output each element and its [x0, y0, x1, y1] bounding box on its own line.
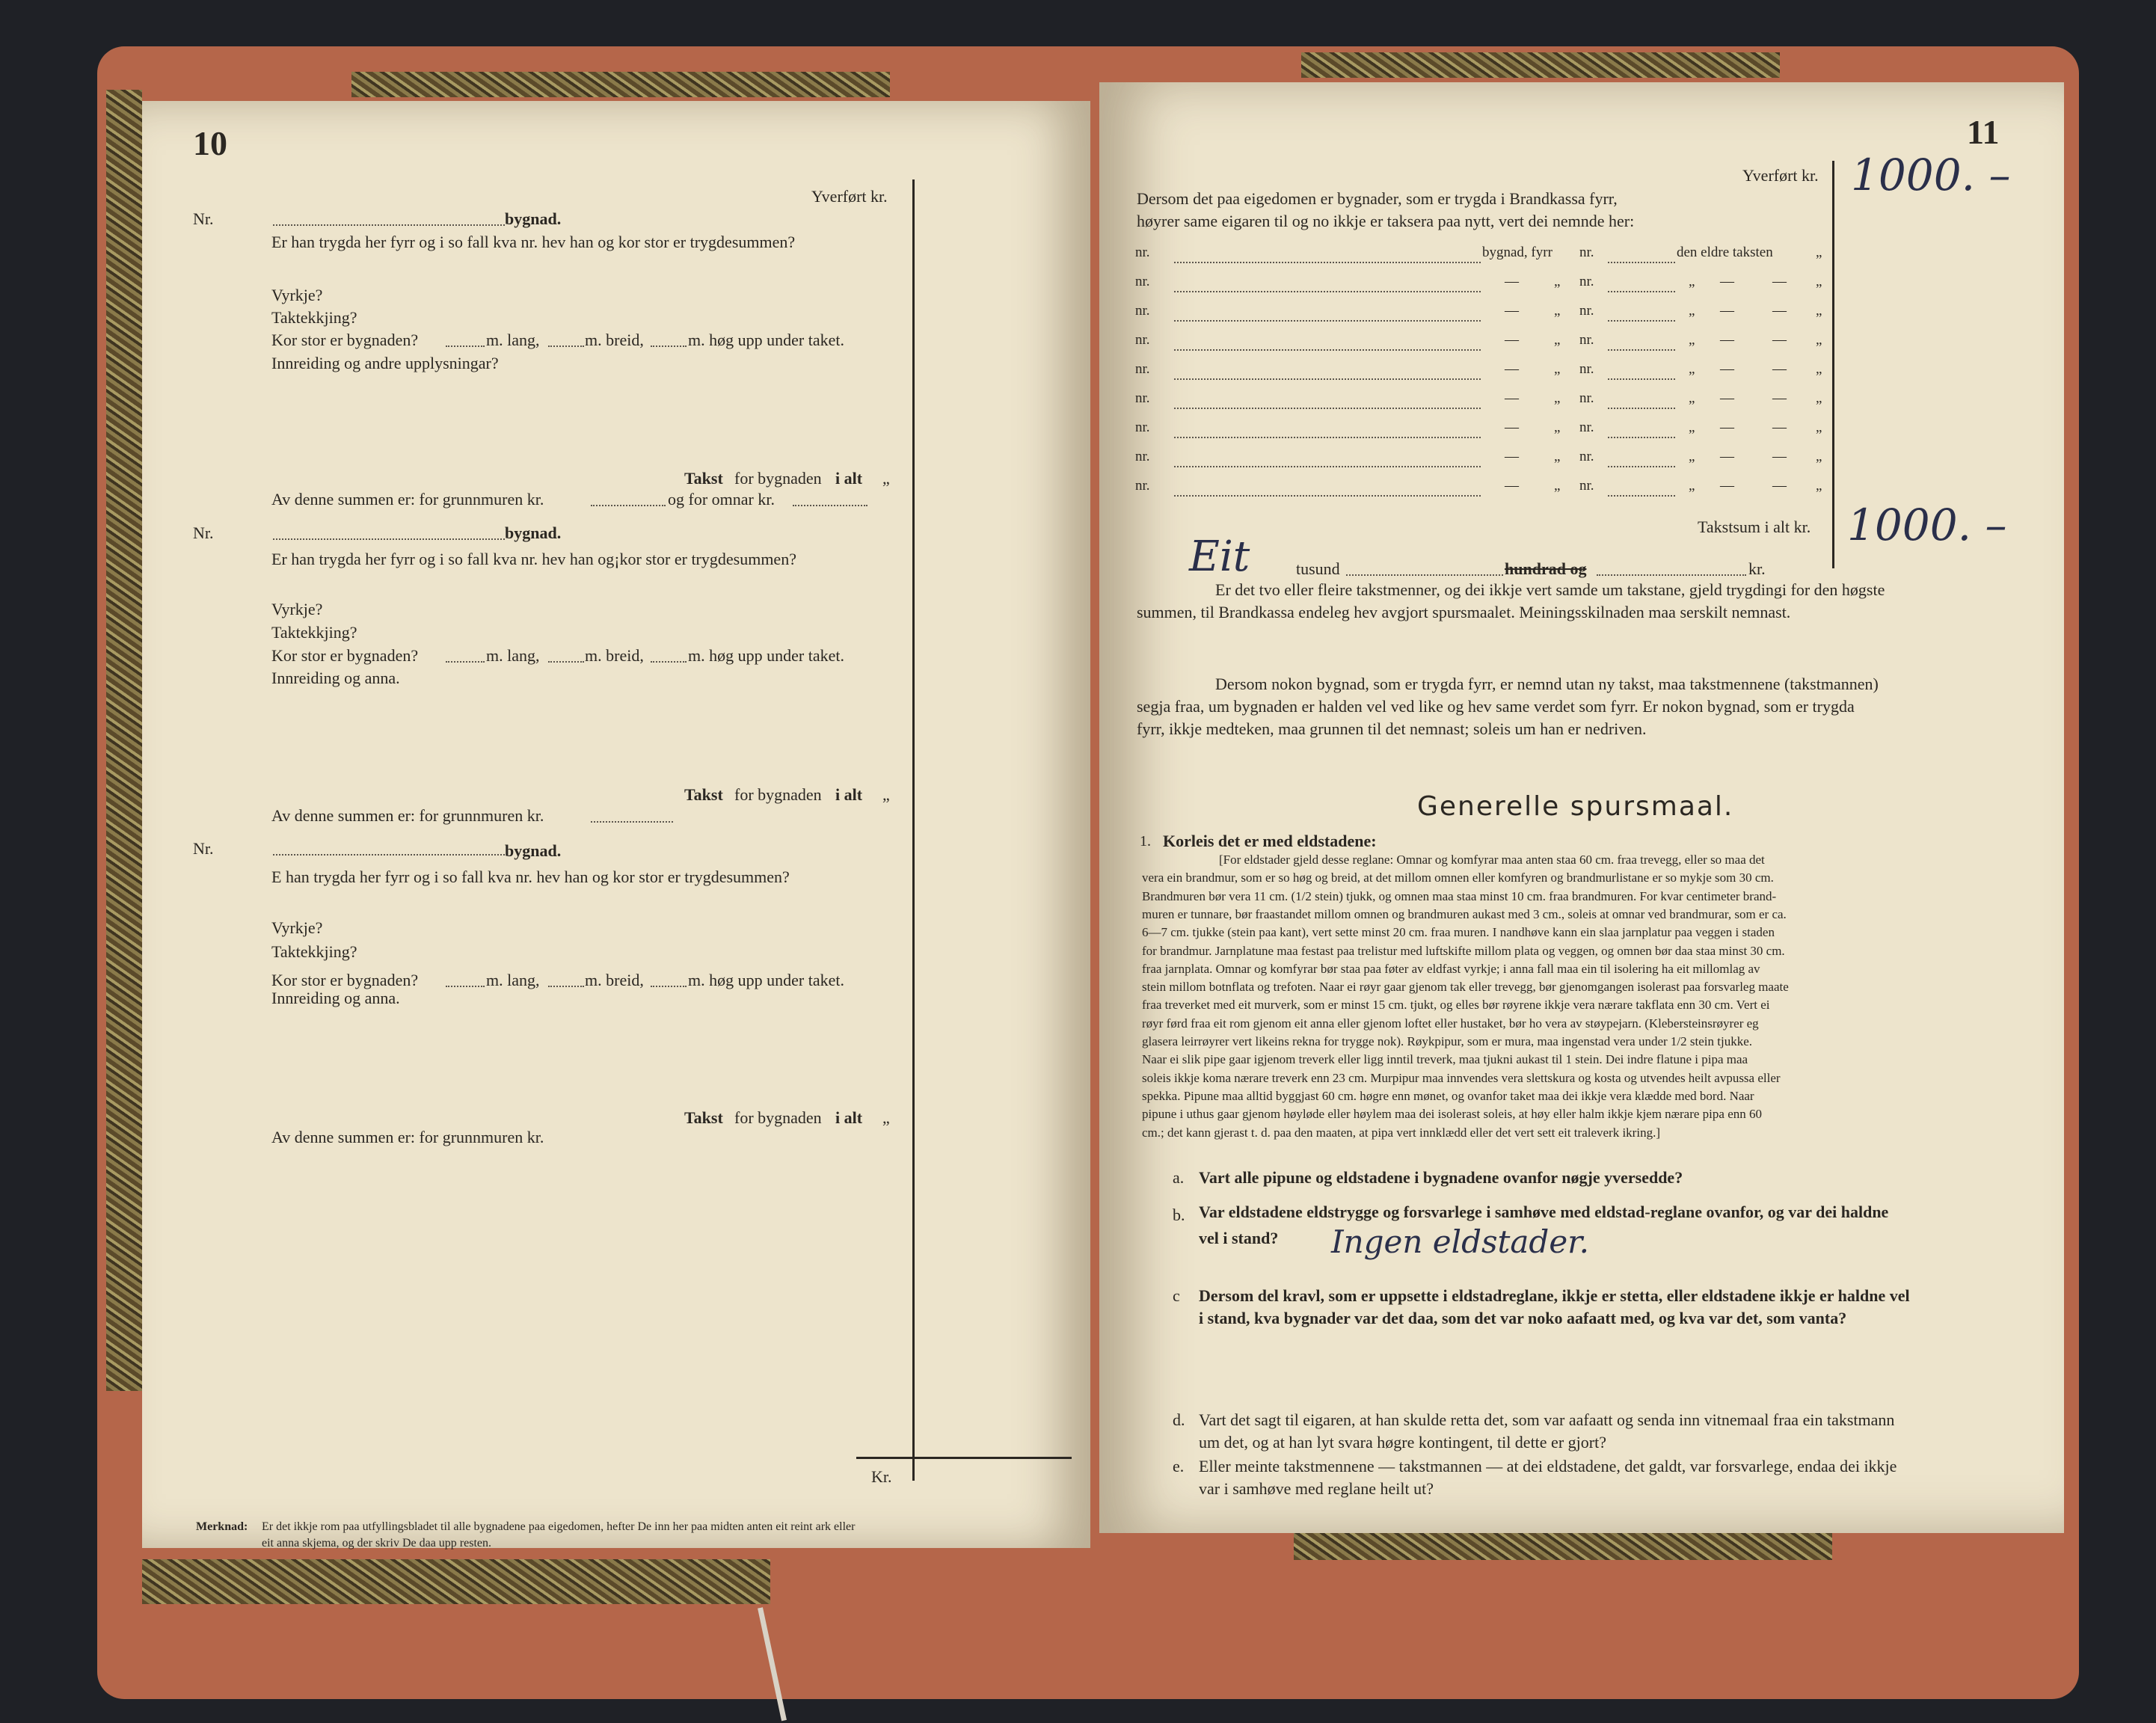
qa-text: Vart alle pipune og eldstadene i bygnadene ovanfor nøgje yversedde?: [1199, 1168, 1683, 1187]
nr-label: Nr.: [193, 839, 214, 858]
qc-text-2: i stand, kva bygnader var det daa, som det var noko aafaatt med, og kva var det, som vanta?: [1199, 1309, 1847, 1327]
row-dash: —: [1720, 332, 1734, 348]
page-number-left: 10: [193, 124, 227, 162]
row-comma: „: [1554, 274, 1561, 289]
tvo-line-1: Er det tvo eller fleire takstmenner, og dei ikkje vert samde um takstane, gjeld trygdingi for den høgste: [1215, 580, 1885, 599]
row-dash: —: [1505, 390, 1519, 406]
omnar-field[interactable]: [793, 505, 867, 506]
height-unit: m. høg upp under taket.: [688, 331, 844, 349]
yverfort-label: Yverført kr.: [1742, 166, 1819, 185]
row-comma: „: [1554, 332, 1561, 348]
row-nr: nr.: [1135, 361, 1150, 377]
bygnad-label: bygnad.: [505, 523, 562, 542]
q1-label: Korleis det er med eldstadene:: [1163, 832, 1377, 850]
takst-label: Takst: [684, 785, 723, 804]
intro-line-1: Dersom det paa eigedomen er bygnader, som er trygda i Brandkassa fyrr,: [1137, 189, 1618, 208]
row-quote: „: [1816, 274, 1822, 289]
left-column-rule: [912, 179, 915, 1481]
row-dash: —: [1505, 303, 1519, 319]
row-comma: „: [1554, 303, 1561, 319]
row-nr: nr.: [1135, 274, 1150, 289]
rules-line: [For eldstader gjeld desse reglane: Omnar og komfyrar maa anten staa 60 cm. fraa trevegg, eller so maa det: [1219, 853, 1765, 867]
rules-line: glasera leirrøyrer vert likeins rekna for trygge nok). Røykpipur, som er mura, maa ingenstad vera under 1/2 stein tjukke.: [1142, 1034, 1753, 1048]
marble-edge-left: [106, 90, 142, 1391]
dersom-line-1: Dersom nokon bygnad, som er trygda fyrr, er nemnd utan ny takst, maa takstmennene (takstmannen): [1215, 675, 1879, 693]
right-column-rule: [1832, 161, 1834, 568]
row-dash: —: [1505, 478, 1519, 494]
height-field[interactable]: [651, 986, 687, 987]
height-unit: m. høg upp under taket.: [688, 971, 844, 989]
taktekkjing-label: Taktekkjing?: [271, 623, 357, 642]
length-field[interactable]: [446, 661, 485, 663]
row-nr: nr.: [1135, 478, 1150, 494]
row-nr: nr.: [1135, 449, 1150, 464]
row-comma: „: [1689, 449, 1695, 464]
takst-ialt: i alt: [835, 1108, 863, 1127]
row-dash: —: [1772, 274, 1787, 289]
taktekkjing-label: Taktekkjing?: [271, 942, 357, 961]
bygnad-label: bygnad.: [505, 209, 562, 228]
row-quote: „: [1816, 332, 1822, 348]
length-unit: m. lang,: [486, 646, 540, 665]
takst-rest: for bygnaden: [734, 785, 822, 804]
innreiding-label: Innreiding og andre upplysningar?: [271, 354, 499, 372]
row-dash: —: [1505, 274, 1519, 289]
q1-number: 1.: [1140, 833, 1151, 850]
row-comma: „: [1554, 449, 1561, 464]
dersom-line-3: fyrr, ikkje medteken, maa grunnen til det nemnast; soleis um han er nedriven.: [1137, 719, 1647, 738]
qb-letter: b.: [1173, 1206, 1185, 1224]
yverfort-handwritten: 1000. –: [1851, 150, 2011, 200]
row-dash: —: [1720, 361, 1734, 377]
row-quote: „: [1816, 245, 1822, 260]
bygnad-field[interactable]: [273, 538, 505, 540]
takst-rest: for bygnaden: [734, 1108, 822, 1127]
trygda-question: Er han trygda her fyrr og i so fall kva nr. hev han og¡kor stor er trygdesummen?: [271, 550, 796, 568]
row-dash: —: [1720, 478, 1734, 494]
innreiding-label: Innreiding og anna.: [271, 989, 400, 1007]
bygnad-field[interactable]: [273, 854, 505, 856]
row-dash: —: [1720, 390, 1734, 406]
height-field[interactable]: [651, 345, 687, 347]
grunnmuren-label: Av denne summen er: for grunnmuren kr.: [271, 806, 544, 825]
row-field[interactable]: [1174, 320, 1481, 322]
qd-letter: d.: [1173, 1410, 1185, 1429]
row-nr-field[interactable]: [1608, 262, 1675, 263]
row-dash: —: [1505, 449, 1519, 464]
merknad-line-1: Er det ikkje rom paa utfyllingsbladet til alle bygnadene paa eigedomen, hefter De inn her paa midten anten eit reint ark eller: [262, 1520, 856, 1533]
marble-edge-top-left: [351, 72, 890, 97]
qc-letter: c: [1173, 1286, 1180, 1305]
row-bygnad: bygnad, fyrr: [1482, 245, 1552, 260]
grunnmuren-field[interactable]: [591, 821, 673, 823]
row-comma: „: [1554, 420, 1561, 435]
takst-quote: „: [882, 469, 890, 488]
rules-line: spekka. Pipune maa alltid byggjast 60 cm. høgre enn mønet, og ovanfor taket maa dei ikkje vera klædde med bord. Naar: [1142, 1088, 1754, 1103]
qa-letter: a.: [1173, 1168, 1185, 1187]
width-unit: m. breid,: [585, 971, 644, 989]
row-nr: nr.: [1135, 390, 1150, 406]
takst-label: Takst: [684, 1108, 723, 1127]
row-nr2: nr.: [1579, 361, 1594, 377]
takst-label: Takst: [684, 469, 723, 488]
takst-ialt: i alt: [835, 785, 863, 804]
vyrkje-label: Vyrkje?: [271, 286, 323, 304]
nr-label: Nr.: [193, 209, 214, 228]
qe-text-1: Eller meinte takstmennene — takstmannen — at dei eldstadene, det galdt, var forsvarlege, endaa dei ikkje: [1199, 1457, 1897, 1475]
rules-line: for brandmur. Jarnplatune maa festast paa trelistur med luftskifte millom plata og veggen, og omnen bør daa staa minst 30 cm.: [1142, 943, 1785, 958]
grunnmuren-label: Av denne summen er: for grunnmuren kr.: [271, 1128, 544, 1146]
row-nr-field[interactable]: [1608, 495, 1675, 497]
width-field[interactable]: [548, 986, 584, 987]
qb-handwritten-answer: Ingen eldstader.: [1331, 1223, 1589, 1260]
size-label: Kor stor er bygnaden?: [271, 646, 419, 665]
row-nr: nr.: [1135, 303, 1150, 319]
row-dash: —: [1772, 390, 1787, 406]
row-dash: —: [1772, 449, 1787, 464]
rules-line: stein millom botnflata og trefoten. Naar ei røyr gaar gjenom tak eller trevegg, bør gjenomgangen isolerast paa forsvarleg maate: [1142, 980, 1789, 995]
size-label: Kor stor er bygnaden?: [271, 331, 419, 349]
row-comma: „: [1689, 332, 1695, 348]
row-dash: —: [1720, 449, 1734, 464]
length-field[interactable]: [446, 986, 485, 987]
hundrad-field[interactable]: [1597, 574, 1746, 576]
takst-quote: „: [882, 785, 890, 804]
takst-rest: for bygnaden: [734, 469, 822, 488]
width-unit: m. breid,: [585, 331, 644, 349]
qc-text-1: Dersom del kravl, som er uppsette i eldstadreglane, ikkje er stetta, eller eldstadene ikkje er haldne vel: [1199, 1286, 1910, 1305]
row-nr-field[interactable]: [1608, 378, 1675, 380]
rules-line: 6—7 cm. tjukke (stein paa kant), vert sette minst 20 cm. fraa muren. I nandhøve kann ein slaa jarnplatur paa veggen i staden: [1142, 925, 1775, 940]
row-nr-field[interactable]: [1608, 349, 1675, 351]
omnar-label: og for omnar kr.: [668, 490, 775, 509]
rules-line: muren er tunnare, bør fraastandet millom omnen og brandmuren aukast med 3 cm., soleis at omnar ved brandmurar, som er ca.: [1142, 906, 1787, 921]
grunnmuren-label: Av denne summen er: for grunnmuren kr.: [271, 490, 544, 509]
qd-text-2: um det, og at han lyt svara høgre kontingent, til dette er gjort?: [1199, 1433, 1606, 1452]
row-nr2: nr.: [1579, 390, 1594, 406]
rules-line: fraa treverket med eit murverk, som er minst 15 cm. tjukt, og elles bør røyrene ikkje vera nærare takflata enn 30 cm. Vert ei: [1142, 998, 1770, 1013]
page-number-right: 11: [1967, 113, 2000, 151]
row-quote: „: [1816, 420, 1822, 435]
width-field[interactable]: [548, 345, 584, 347]
row-nr: nr.: [1135, 420, 1150, 435]
height-field[interactable]: [651, 661, 687, 663]
taktekkjing-label: Taktekkjing?: [271, 308, 357, 327]
grunnmuren-field[interactable]: [591, 505, 666, 506]
rules-line: vera ein brandmur, som er so høg og breid, at det millom omnen eller komfyren og brandmurlistane er so mykje som 30 cm.: [1142, 870, 1774, 885]
row-nr-field[interactable]: [1608, 291, 1675, 292]
bygnad-field[interactable]: [273, 224, 505, 226]
row-nr2: nr.: [1579, 274, 1594, 289]
row-nr: nr.: [1135, 332, 1150, 348]
row-nr: nr.: [1135, 245, 1150, 260]
row-dash: —: [1720, 303, 1734, 319]
row-nr-field[interactable]: [1608, 408, 1675, 409]
row-dash: —: [1772, 303, 1787, 319]
row-dash: —: [1772, 478, 1787, 494]
trygda-question: E han trygda her fyrr og i so fall kva nr. hev han og kor stor er trygdesummen?: [271, 867, 790, 886]
row-field[interactable]: [1174, 466, 1481, 467]
row-comma: „: [1689, 390, 1695, 406]
length-unit: m. lang,: [486, 331, 540, 349]
qe-letter: e.: [1173, 1457, 1185, 1475]
merknad-label: Merknad:: [196, 1520, 248, 1533]
row-eldre-takst: den eldre taksten: [1677, 245, 1773, 260]
trygda-question: Er han trygda her fyrr og i so fall kva nr. hev han og kor stor er trygdesummen?: [271, 233, 796, 251]
kr-label: kr.: [1748, 559, 1766, 578]
hundrad-label: hundrad og: [1505, 559, 1587, 578]
size-label: Kor stor er bygnaden?: [271, 971, 419, 989]
row-field[interactable]: [1174, 495, 1481, 497]
row-nr2: nr.: [1579, 245, 1594, 260]
row-field[interactable]: [1174, 437, 1481, 438]
row-comma: „: [1689, 478, 1695, 494]
row-dash: —: [1772, 332, 1787, 348]
row-nr2: nr.: [1579, 332, 1594, 348]
tvo-line-2: summen, til Brandkassa endeleg hev avgjort spursmaalet. Meiningsskilnaden maa serskilt nemnast.: [1137, 603, 1791, 621]
rules-line: cm.; det kann gjerast t. d. paa den maaten, at pipa vert innklædd eller det vert sett eit traleverk ikring.]: [1142, 1125, 1660, 1140]
width-unit: m. breid,: [585, 646, 644, 665]
tusund-field[interactable]: [1346, 574, 1503, 576]
yverfort-label: Yverført kr.: [811, 187, 888, 206]
row-dash: —: [1505, 332, 1519, 348]
row-nr2: nr.: [1579, 420, 1594, 435]
row-comma: „: [1689, 361, 1695, 377]
row-comma: „: [1554, 478, 1561, 494]
row-field[interactable]: [1174, 378, 1481, 380]
takst-ialt: i alt: [835, 469, 863, 488]
rules-line: Naar ei slik pipe gaar igjenom treverk eller ligg inntil treverk, maa tjukni aukast til 1 stein. Dei indre flatune i pipa maa: [1142, 1052, 1748, 1067]
marble-edge-top-right: [1301, 52, 1780, 78]
takstsum-label: Takstsum i alt kr.: [1698, 517, 1811, 536]
row-dash: —: [1505, 420, 1519, 435]
takst-quote: „: [882, 1108, 890, 1127]
rules-line: Brandmuren bør vera 11 cm. (1/2 stein) tjukk, og omnen maa staa minst 10 cm. fraa brandmuren. For kvar centimeter brand-: [1142, 888, 1777, 903]
row-comma: „: [1689, 303, 1695, 319]
length-field[interactable]: [446, 345, 485, 347]
row-nr-field[interactable]: [1608, 320, 1675, 322]
tusund-handwritten: Eit: [1189, 532, 1250, 581]
innreiding-label: Innreiding og anna.: [271, 669, 400, 687]
rules-line: fraa jarnplata. Omnar og komfyrar bør staa paa føter av eldfast vyrkje; i anna fall maa ein til isolering ha eit millomlag av: [1142, 961, 1760, 976]
bygnad-label: bygnad.: [505, 841, 562, 860]
qb-text-1: Var eldstadene eldstrygge og forsvarlege i samhøve med eldstad-reglane ovanfor, og var dei haldne: [1199, 1203, 1889, 1221]
row-comma: „: [1689, 274, 1695, 289]
row-comma: „: [1554, 361, 1561, 377]
rules-line: soleis ikkje koma nærare treverk enn 23 cm. Murpipur maa innvendes vera slettskura og kosta og utvendes heilt avpussa eller: [1142, 1070, 1781, 1085]
row-dash: —: [1720, 420, 1734, 435]
row-comma: „: [1689, 420, 1695, 435]
rules-line: røyr førd fraa eit rom gjenom eit anna eller gjenom loftet eller hustaket, bør ho vera av støypejarn. (Klebersteinsrøyrer eg: [1142, 1016, 1759, 1031]
row-nr2: nr.: [1579, 478, 1594, 494]
row-field[interactable]: [1174, 408, 1481, 409]
row-quote: „: [1816, 361, 1822, 377]
takstsum-handwritten: 1000. –: [1847, 500, 2007, 550]
row-quote: „: [1816, 478, 1822, 494]
row-comma: „: [1554, 390, 1561, 406]
nr-label: Nr.: [193, 523, 214, 542]
height-unit: m. høg upp under taket.: [688, 646, 844, 665]
marble-edge-bottom-left: [142, 1559, 770, 1604]
width-field[interactable]: [548, 661, 584, 663]
row-nr2: nr.: [1579, 303, 1594, 319]
row-field[interactable]: [1174, 349, 1481, 351]
qb-text-2: vel i stand?: [1199, 1229, 1279, 1247]
row-field[interactable]: [1174, 262, 1481, 263]
row-quote: „: [1816, 303, 1822, 319]
row-dash: —: [1772, 361, 1787, 377]
tusund-label: tusund: [1296, 559, 1340, 578]
row-field[interactable]: [1174, 291, 1481, 292]
row-nr-field[interactable]: [1608, 437, 1675, 438]
intro-line-2: høyrer same eigaren til og no ikkje er taksera paa nytt, vert dei nemnde her:: [1137, 212, 1635, 230]
dersom-line-2: segja fraa, um bygnaden er halden vel ved like og hev same verdet som fyrr. Er nokon bygnad, som er trygda: [1137, 697, 1855, 716]
row-quote: „: [1816, 449, 1822, 464]
row-dash: —: [1720, 274, 1734, 289]
rules-line: pipune i uthus gaar gjenom høyløde eller høylem maa dei isolerast soleis, at høy eller halm ikkje kjem nærare pipa enn 60: [1142, 1107, 1762, 1122]
vyrkje-label: Vyrkje?: [271, 600, 323, 618]
row-nr-field[interactable]: [1608, 466, 1675, 467]
left-kr-label: Kr.: [871, 1467, 892, 1486]
row-quote: „: [1816, 390, 1822, 406]
merknad-line-2: eit anna skjema, og der skriv De daa upp resten.: [262, 1537, 492, 1550]
left-kr-rule: [856, 1457, 1072, 1459]
row-dash: —: [1772, 420, 1787, 435]
marble-edge-bottom-right: [1294, 1533, 1832, 1560]
qd-text-1: Vart det sagt til eigaren, at han skulde retta det, som var aafaatt og senda inn vitnemaal fraa ein takstmann: [1199, 1410, 1895, 1429]
row-nr2: nr.: [1579, 449, 1594, 464]
section-title: Generelle spursmaal.: [1417, 791, 1734, 822]
vyrkje-label: Vyrkje?: [271, 918, 323, 937]
length-unit: m. lang,: [486, 971, 540, 989]
qe-text-2: var i samhøve med reglane heilt ut?: [1199, 1479, 1434, 1498]
row-dash: —: [1505, 361, 1519, 377]
